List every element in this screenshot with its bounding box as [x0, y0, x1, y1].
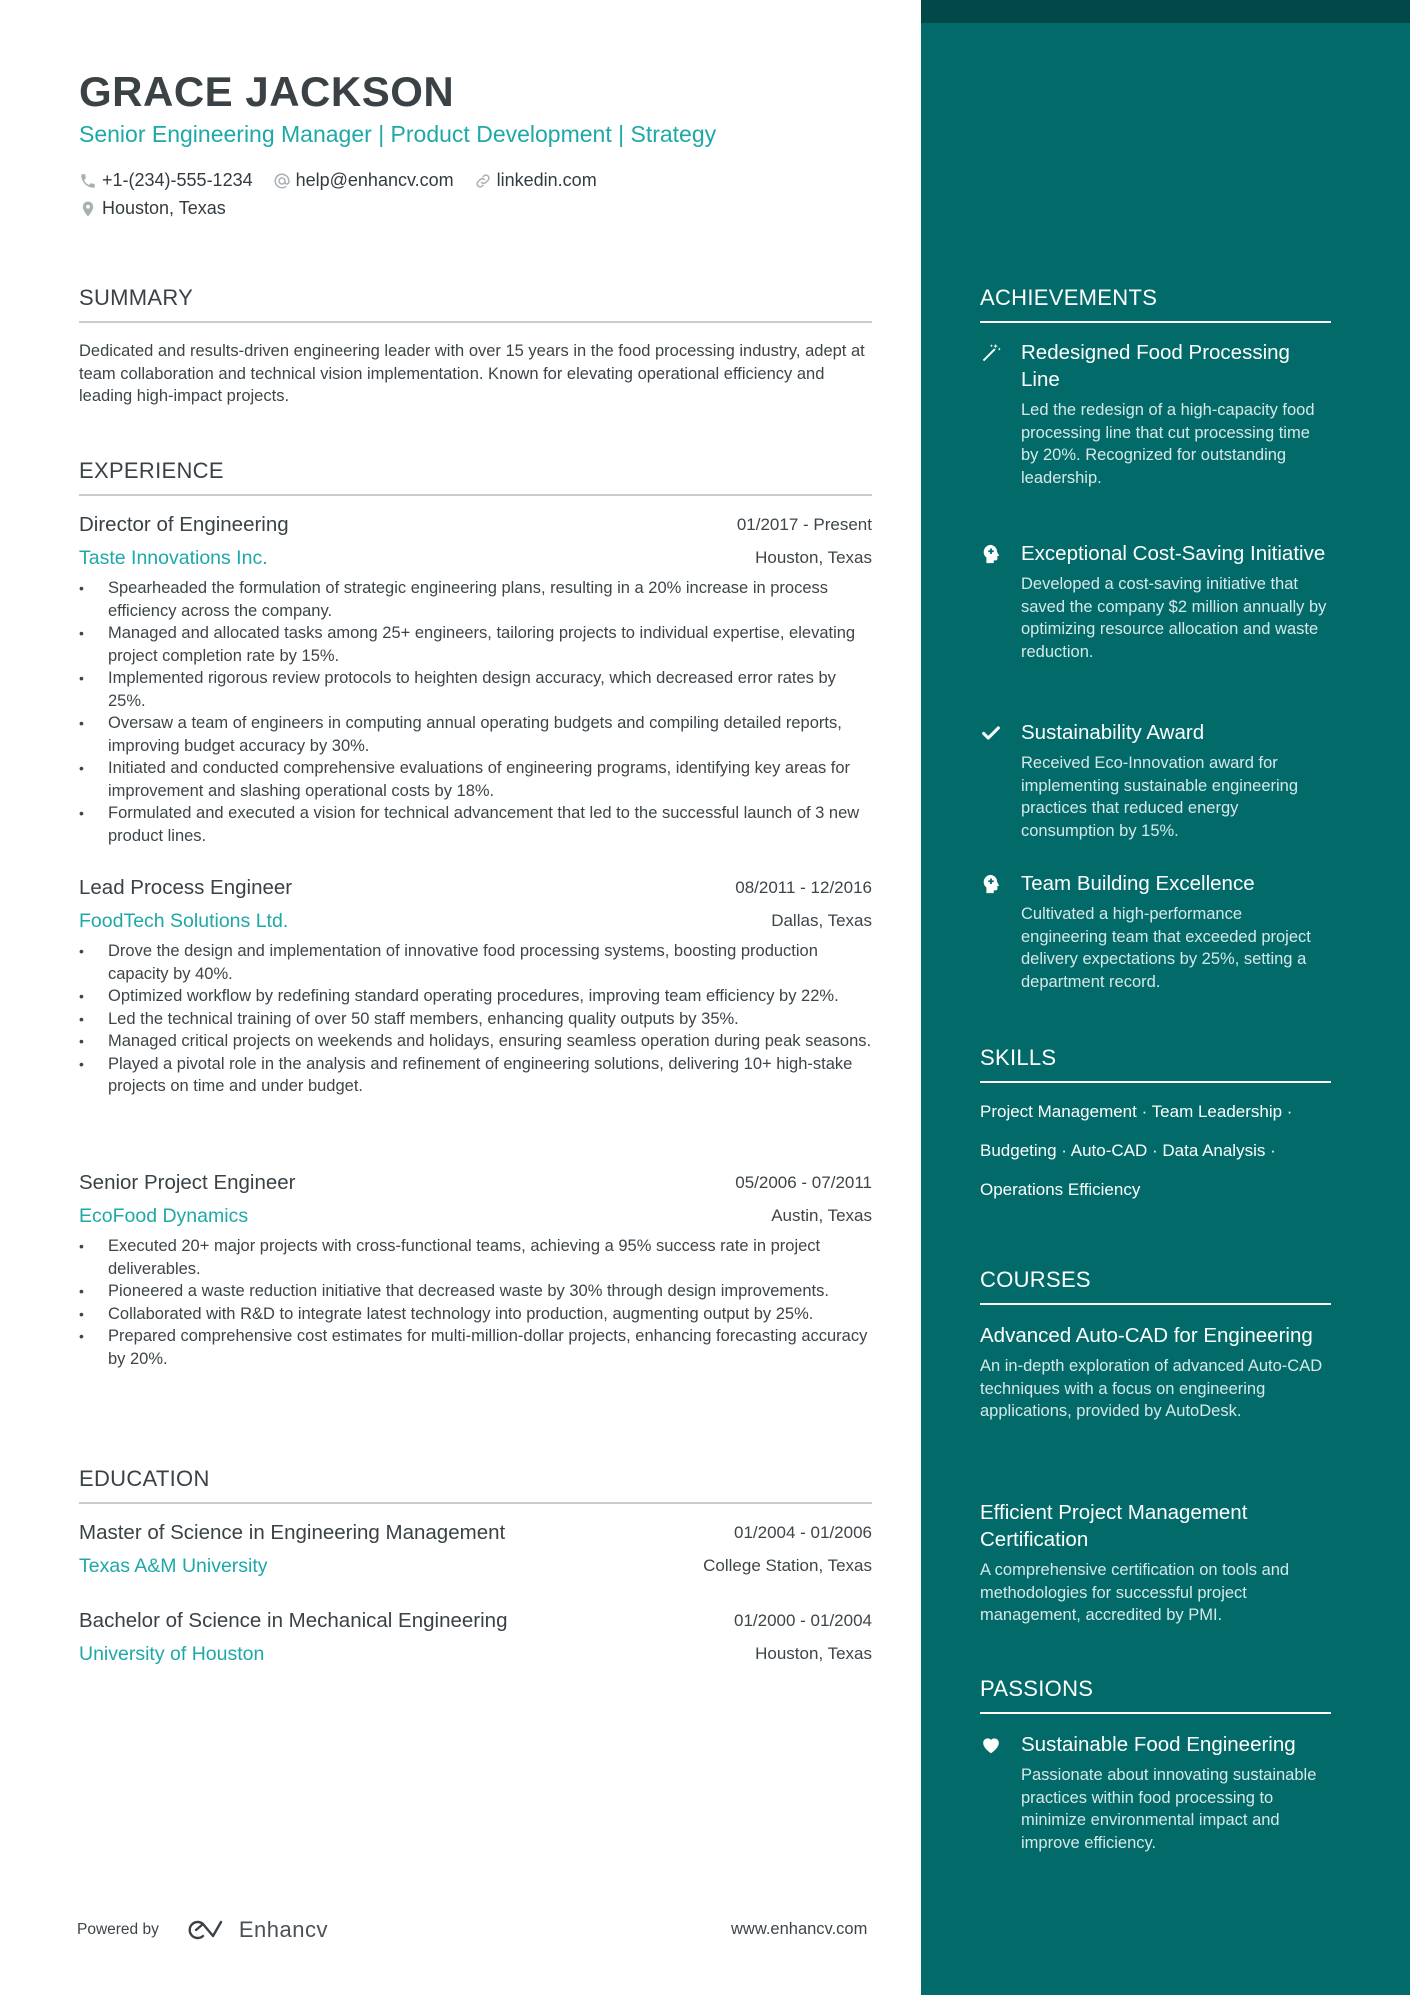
job-location: Austin, Texas [771, 1206, 872, 1225]
course-desc: A comprehensive certification on tools and methodologies for successful project management, accredited by PMI. [980, 1561, 1290, 1624]
contact-email[interactable] [273, 170, 454, 191]
achievement-desc: Cultivated a high-performance engineering team that exceeded project delivery expectations by 25%, setting a department record. [1021, 905, 1311, 991]
degree-title: Bachelor of Science in Mechanical Engineering [79, 1609, 508, 1632]
job-bullet: • Spearheaded the formulation of strategic engineering plans, resulting in a 20% increase in process efficiency across the company. [79, 577, 872, 622]
job-bullet: • Oversaw a team of engineers in computing annual operating budgets and compiling detailed reports, improving budget accuracy by 30%. [79, 712, 872, 757]
powered-by-text: Powered by [77, 1921, 159, 1938]
job-dates: 05/2006 - 07/2011 [735, 1173, 872, 1192]
job-bullet: • Managed and allocated tasks among 25+ engineers, tailoring projects to individual expertise, elevating project completion rate by 15%. [79, 622, 872, 667]
sidebar-top-band [921, 0, 1410, 23]
job-bullet: • Collaborated with R&D to integrate latest technology into production, augmenting output by 25%. [79, 1303, 872, 1326]
summary-title: SUMMARY [79, 285, 872, 323]
sidebar [921, 0, 1410, 1995]
at-icon [273, 172, 291, 190]
achievement-title: Redesigned Food Processing Line [1021, 341, 1290, 391]
phone-text: +1-(234)-555-1234 [102, 170, 253, 190]
skills-title: SKILLS [980, 1045, 1331, 1083]
candidate-headline: Senior Engineering Manager | Product Development | Strategy [79, 121, 717, 147]
achievement-desc: Led the redesign of a high-capacity food processing line that cut processing time by 20%. Recognized for outstanding leadership. [1021, 401, 1315, 487]
experience-title: EXPERIENCE [79, 458, 872, 496]
course-title: Efficient Project Management Certification [980, 1501, 1248, 1551]
skills-line: Operations Efficiency [980, 1180, 1141, 1199]
school-name: University of Houston [79, 1643, 265, 1665]
achievement-title: Exceptional Cost-Saving Initiative [1021, 542, 1326, 565]
job-bullet: • Executed 20+ major projects with cross-functional teams, achieving a 95% success rate in project deliverables. [79, 1235, 872, 1280]
school-name: Texas A&M University [79, 1555, 268, 1577]
achievement-title: Team Building Excellence [1021, 872, 1255, 895]
passion-item [980, 1731, 1331, 1854]
achievement-item [980, 339, 1331, 489]
job-company: EcoFood Dynamics [79, 1205, 249, 1227]
job-bullet: • Implemented rigorous review protocols to heighten design accuracy, which decreased error rates by 25%. [79, 667, 872, 712]
job-title: Lead Process Engineer [79, 876, 293, 899]
school-location: College Station, Texas [703, 1556, 872, 1575]
job-title: Director of Engineering [79, 513, 289, 536]
job-bullet: • Pioneered a waste reduction initiative that decreased waste by 30% through design improvements. [79, 1280, 872, 1303]
skills-line: Project Management · Team Leadership · [980, 1102, 1293, 1121]
contact-row-location [79, 198, 246, 219]
job-bullet: • Managed critical projects on weekends and holidays, ensuring seamless operation during peak seasons. [79, 1030, 872, 1053]
passions-title: PASSIONS [980, 1676, 1331, 1714]
head-brain-icon [980, 543, 1002, 565]
achievements-title: ACHIEVEMENTS [980, 285, 1331, 323]
achievement-title: Sustainability Award [1021, 721, 1205, 744]
footer-url[interactable]: www.enhancv.com [731, 1920, 868, 1938]
contact-phone[interactable] [79, 170, 253, 191]
enhancv-wordmark: Enhancv [238, 1917, 328, 1942]
school-location: Houston, Texas [755, 1644, 872, 1663]
course-desc: An in-depth exploration of advanced Auto-CAD techniques with a focus on engineering applications, provided by AutoDesk. [980, 1357, 1323, 1420]
footer-branding [77, 1917, 328, 1943]
link-icon [474, 172, 492, 190]
job-bullet: • Played a pivotal role in the analysis and refinement of engineering solutions, delivering 10+ high-stake projects on time and under budget. [79, 1053, 872, 1098]
job-title: Senior Project Engineer [79, 1171, 296, 1194]
linkedin-text: linkedin.com [496, 170, 597, 190]
job-bullet: • Initiated and conducted comprehensive evaluations of engineering programs, identifying key areas for improvement and slashing operational costs by 18%. [79, 757, 872, 802]
job-location: Houston, Texas [755, 548, 872, 567]
enhancv-logo-icon [183, 1917, 229, 1943]
candidate-name: GRACE JACKSON [79, 68, 455, 115]
education-item [79, 1521, 872, 1585]
experience-item [79, 876, 872, 1098]
job-bullets [79, 940, 872, 1098]
achievement-item [980, 870, 1331, 993]
job-bullet: • Drove the design and implementation of innovative food processing systems, boosting production capacity by 40%. [79, 940, 872, 985]
skills-list [980, 1092, 1331, 1209]
summary-text: Dedicated and results-driven engineering leader with over 15 years in the food processing industry, adept at team collaboration and technical vision implementation. Known for elevating operational efficiency and leading high-impact projects. [79, 342, 865, 405]
courses-title: COURSES [980, 1267, 1331, 1305]
head-brain-icon [980, 873, 1002, 895]
achievement-item [980, 540, 1331, 663]
skills-line: Budgeting · Auto-CAD · Data Analysis · [980, 1141, 1276, 1160]
heart-icon [980, 1734, 1002, 1756]
contact-row [79, 170, 617, 191]
job-dates: 01/2017 - Present [736, 515, 872, 534]
location-text: Houston, Texas [102, 198, 226, 218]
job-company: FoodTech Solutions Ltd. [79, 910, 289, 932]
achievement-desc: Developed a cost-saving initiative that saved the company $2 million annually by optimizing resource allocation and waste reduction. [1021, 575, 1327, 661]
job-dates: 08/2011 - 12/2016 [735, 878, 872, 897]
checkmark-icon [980, 722, 1002, 744]
contact-linkedin[interactable] [474, 170, 597, 191]
course-title: Advanced Auto-CAD for Engineering [980, 1324, 1313, 1347]
job-bullet: • Formulated and executed a vision for technical advancement that led to the successful launch of 3 new product lines. [79, 802, 872, 847]
experience-item [79, 1171, 872, 1370]
job-bullet: • Prepared comprehensive cost estimates for multi-million-dollar projects, enhancing forecasting accuracy by 20%. [79, 1325, 872, 1370]
job-location: Dallas, Texas [771, 911, 872, 930]
education-title: EDUCATION [79, 1466, 872, 1504]
education-dates: 01/2004 - 01/2006 [733, 1523, 872, 1542]
passion-desc: Passionate about innovating sustainable practices within food processing to minimize environmental impact and improve efficiency. [1021, 1766, 1317, 1852]
achievement-item [980, 719, 1331, 842]
degree-title: Master of Science in Engineering Management [79, 1521, 506, 1544]
experience-item [79, 513, 872, 847]
enhancv-logo[interactable] [183, 1917, 328, 1943]
phone-icon [79, 172, 97, 190]
job-bullets [79, 577, 872, 847]
location-pin-icon [79, 200, 97, 218]
email-text: help@enhancv.com [295, 170, 454, 190]
contact-location [79, 198, 226, 219]
job-bullet: • Led the technical training of over 50 staff members, enhancing quality outputs by 35%. [79, 1008, 872, 1031]
course-item [980, 1322, 1331, 1423]
magic-wand-icon [980, 342, 1002, 364]
education-dates: 01/2000 - 01/2004 [733, 1611, 872, 1630]
passion-title: Sustainable Food Engineering [1021, 1733, 1296, 1756]
course-item [980, 1499, 1331, 1627]
achievement-desc: Received Eco-Innovation award for implementing sustainable engineering practices that reduced energy consumption by 15%. [1021, 754, 1299, 840]
education-item [79, 1609, 872, 1673]
job-company: Taste Innovations Inc. [79, 547, 268, 569]
job-bullets [79, 1235, 872, 1370]
job-bullet: • Optimized workflow by redefining standard operating procedures, improving team efficiency by 22%. [79, 985, 872, 1008]
